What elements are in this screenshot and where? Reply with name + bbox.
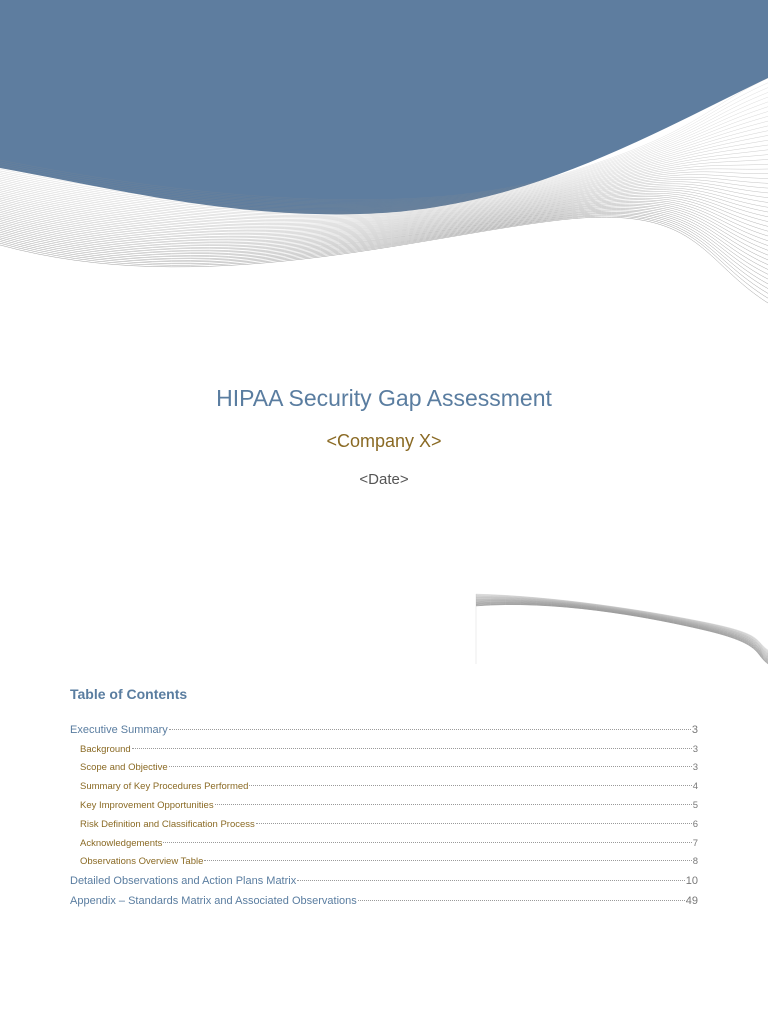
toc-entry-scope-and-objective[interactable]: [70, 759, 698, 778]
toc-entry-acknowledgements[interactable]: [70, 835, 698, 854]
toc-leader-dots: [169, 765, 692, 767]
decorative-mini-wave: [474, 592, 768, 666]
table-of-contents: [70, 721, 698, 912]
toc-entry-appendix[interactable]: [70, 892, 698, 912]
toc-entry-background[interactable]: [70, 741, 698, 760]
toc-entry-page: 7: [692, 837, 698, 849]
toc-entry-key-improvement[interactable]: [70, 797, 698, 816]
toc-entry-label: Key Improvement Opportunities: [80, 800, 214, 812]
toc-entry-label: Acknowledgements: [80, 837, 163, 849]
toc-entry-label: Background: [80, 743, 131, 755]
toc-entry-page: 5: [692, 800, 698, 812]
toc-leader-dots: [297, 879, 685, 881]
toc-leader-dots: [249, 784, 691, 786]
toc-entry-page: 4: [692, 781, 698, 793]
toc-leader-dots: [204, 859, 691, 861]
toc-entry-page: 3: [692, 743, 698, 755]
toc-entry-risk-definition[interactable]: [70, 816, 698, 835]
toc-entry-page: 10: [685, 875, 698, 888]
toc-entry-key-procedures[interactable]: [70, 778, 698, 797]
toc-leader-dots: [358, 899, 685, 901]
company-name: <Company X>: [326, 431, 442, 451]
toc-entry-page: 49: [685, 894, 698, 907]
toc-leader-dots: [215, 803, 692, 805]
toc-leader-dots: [169, 728, 691, 730]
toc-entry-label: Observations Overview Table: [80, 856, 204, 868]
toc-entry-label: Appendix – Standards Matrix and Associated Observations: [70, 894, 357, 907]
toc-leader-dots: [256, 822, 692, 824]
toc-entry-label: Executive Summary: [70, 724, 168, 736]
toc-leader-dots: [163, 841, 691, 843]
toc-heading: Table of Contents: [70, 686, 188, 702]
header-wave-banner: [0, 0, 768, 400]
toc-entry-executive-summary[interactable]: [70, 721, 698, 741]
document-title: HIPAA Security Gap Assessment: [216, 385, 552, 411]
toc-entry-label: Summary of Key Procedures Performed: [80, 781, 249, 793]
toc-entry-page: 8: [692, 856, 698, 868]
toc-leader-dots: [132, 747, 692, 749]
toc-entry-label: Scope and Objective: [80, 762, 168, 774]
toc-entry-detailed-observations[interactable]: [70, 872, 698, 892]
toc-entry-label: Detailed Observations and Action Plans Matrix: [70, 875, 297, 888]
toc-entry-label: Risk Definition and Classification Process: [80, 818, 255, 830]
toc-entry-page: 3: [691, 724, 698, 736]
document-date: <Date>: [359, 471, 409, 488]
toc-entry-page: 6: [692, 818, 698, 830]
toc-entry-page: 3: [692, 762, 698, 774]
toc-entry-observations-overview[interactable]: [70, 853, 698, 872]
